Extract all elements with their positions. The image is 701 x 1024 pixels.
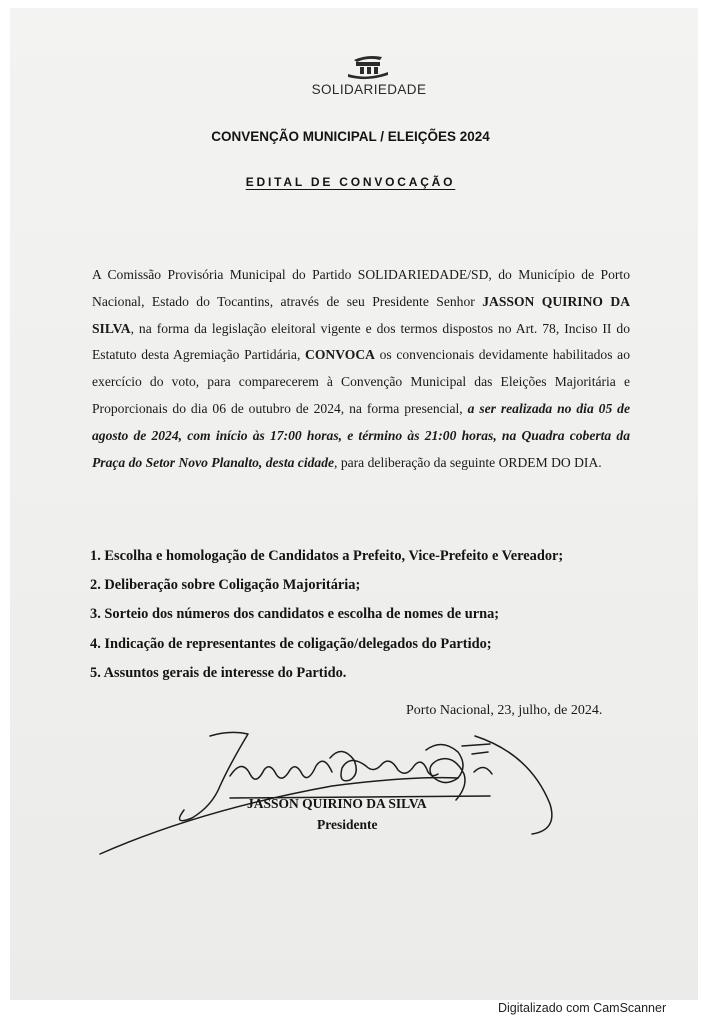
scanner-watermark: Digitalizado com CamScanner	[498, 1001, 667, 1015]
subtitle-text: EDITAL DE CONVOCAÇÃO	[245, 175, 456, 189]
agenda-item: 4. Indicação de representantes de coligação/delegados do Partido;	[90, 635, 492, 652]
document-subtitle	[0, 175, 701, 189]
handwritten-signature	[80, 714, 570, 864]
convoca-word: CONVOCA	[305, 347, 375, 363]
agenda-item: 1. Escolha e homologação de Candidatos a Prefeito, Vice-Prefeito e Vereador;	[90, 548, 564, 564]
paragraph-part-4: , para deliberação da seguinte ORDEM DO DIA.	[334, 454, 602, 470]
signer-name: JASSON QUIRINO DA SILVA	[247, 796, 427, 811]
place-date: Porto Nacional, 23, julho, de 2024.	[406, 703, 603, 718]
event-details: a ser realizada no dia 05 de agosto de 2024, com início às 17:00 horas, e término às 21:00 horas, na Quadra coberta da Praça do Setor Novo Planalto, desta cidade	[92, 400, 630, 470]
president-name: JASSON QUIRINO DA SILVA	[92, 293, 631, 336]
party-logo-icon	[342, 54, 392, 80]
convocation-paragraph	[92, 262, 630, 476]
agenda-item: 5. Assuntos gerais de interesse do Partido.	[90, 664, 347, 681]
agenda-list	[90, 542, 650, 688]
signer-role: Presidente	[317, 817, 378, 832]
logo-text: SOLIDARIEDADE	[311, 82, 427, 97]
party-logo	[296, 54, 442, 102]
paragraph-part-3: os convencionais devidamente habilitados ao exercício do voto, para comparecerem à Convenção Municipal das Eleições Majoritária e Proporcionais do dia 06 de outubro de 2024, na forma presencial,	[92, 347, 630, 416]
document-title: CONVENÇÃO MUNICIPAL / ELEIÇÕES 2024	[211, 129, 490, 144]
agenda-item: 2. Deliberação sobre Coligação Majoritária;	[90, 577, 361, 594]
agenda-item: 3. Sorteio dos números dos candidatos e escolha de nomes de urna;	[90, 606, 500, 623]
paragraph-part-2: , na forma da legislação eleitoral vigente e dos termos dispostos no Art. 78, Inciso II do Estatuto desta Agremiação Partidária,	[92, 320, 630, 363]
paragraph-part-1: A Comissão Provisória Municipal do Partido SOLIDARIEDADE/SD, do Município de Porto Nacional, Estado do Tocantins, através de seu Presidente Senhor	[92, 267, 630, 309]
